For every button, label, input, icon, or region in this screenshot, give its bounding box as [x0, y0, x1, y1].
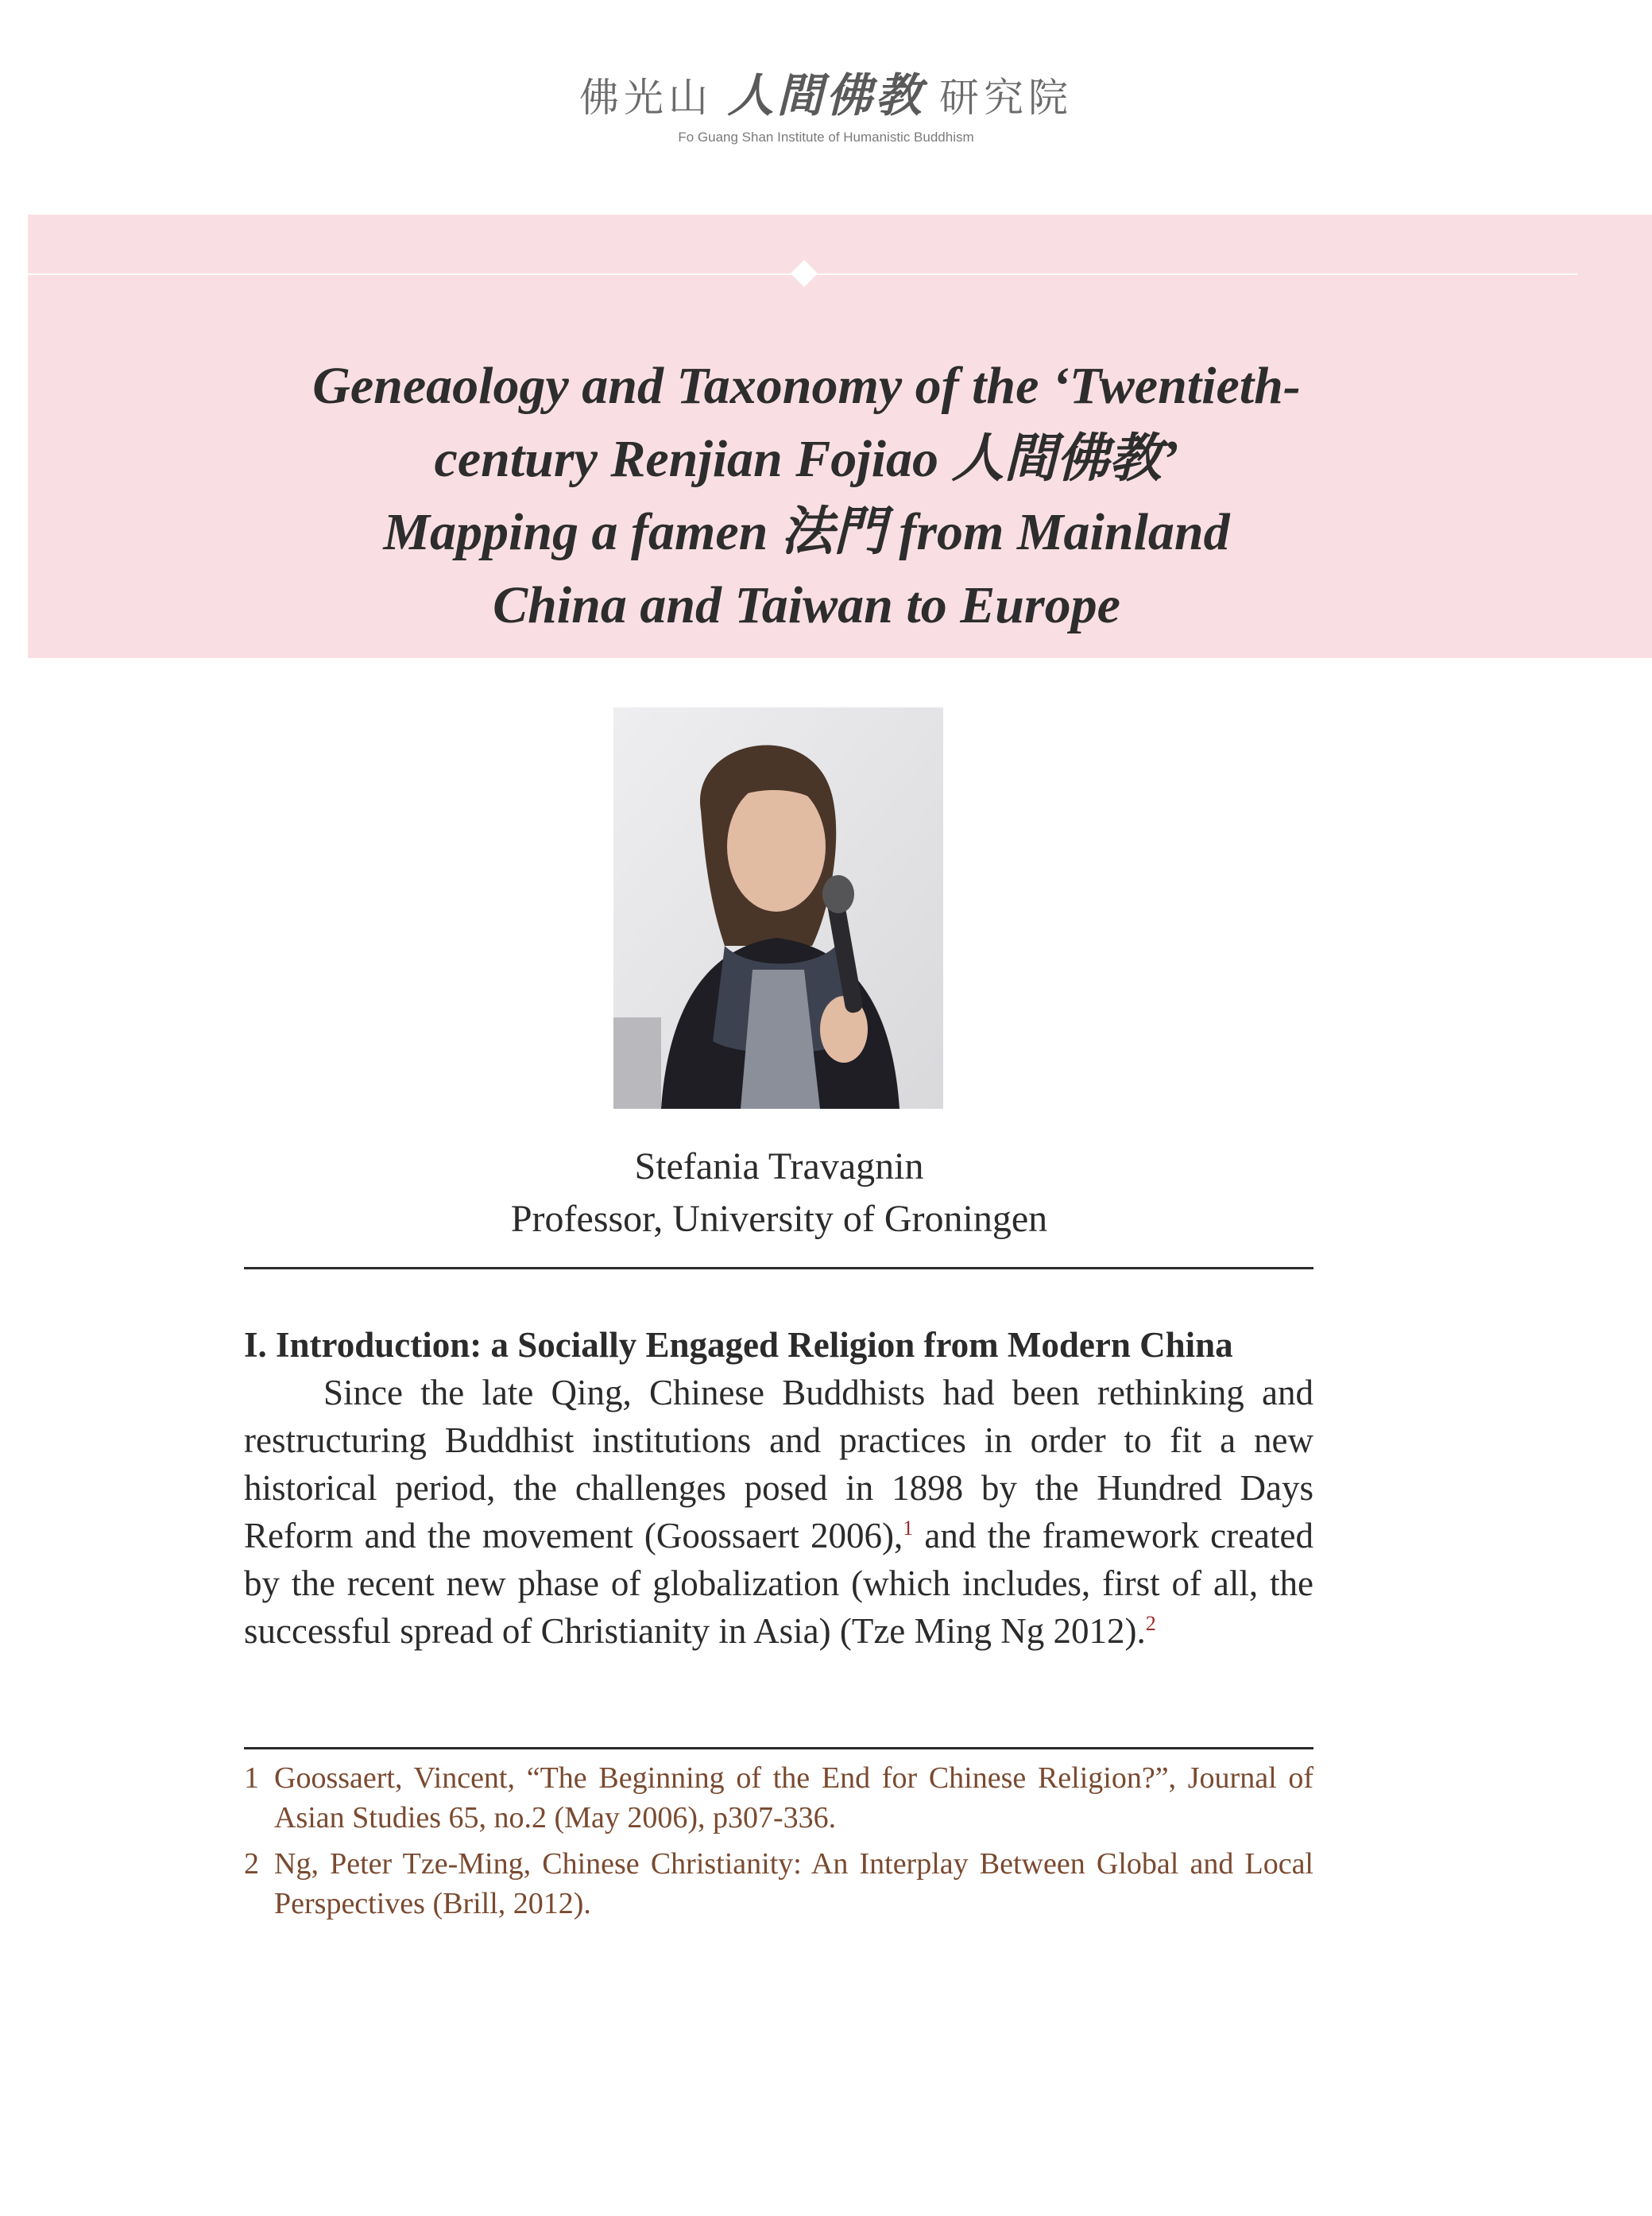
institute-logo	[0, 68, 1652, 145]
footnote-2	[244, 1844, 1313, 1924]
footnote-1	[244, 1758, 1313, 1838]
author-portrait-image	[613, 707, 943, 1109]
title-line-1: Geneaology and Taxonomy of the ‘Twentieth-	[312, 357, 1301, 415]
author-block	[0, 1141, 1558, 1246]
footnote-ref-1[interactable]: 1	[903, 1517, 914, 1540]
section-heading: I. Introduction: a Socially Engaged Religion from Modern China	[244, 1325, 1233, 1365]
title-band	[28, 215, 1652, 658]
footnote-ref-2[interactable]: 2	[1145, 1612, 1156, 1635]
article-title	[28, 350, 1585, 642]
footnote-divider	[244, 1747, 1313, 1749]
logo-suffix: 研究院	[939, 76, 1073, 120]
footnote-number: 2	[244, 1847, 259, 1881]
paragraph-part-2: and the framework created by the recent new phase of globalization (which includes, first of all, the successful spread of Christianity in Asia) (Tze Ming Ng 2012).	[244, 1516, 1313, 1651]
section-divider	[244, 1267, 1313, 1269]
title-line-4: China and Taiwan to Europe	[493, 576, 1120, 634]
author-photo	[613, 707, 943, 1109]
diamond-ornament-icon	[791, 260, 818, 287]
logo-brush-text: 人間佛教	[727, 68, 925, 122]
title-line-2: century Renjian Fojiao 人間佛教’	[434, 430, 1179, 488]
footnote-text: Ng, Peter Tze-Ming, Chinese Christianity: An Interplay Between Global and Local Perspectives (Brill, 2012).	[274, 1847, 1313, 1920]
logo-prefix: 佛光山	[578, 76, 713, 120]
author-name: Stefania Travagnin	[634, 1145, 924, 1187]
logo-subtitle: Fo Guang Shan Institute of Humanistic Buddhism	[678, 130, 974, 145]
title-line-3: Mapping a famen 法門 from Mainland	[383, 503, 1230, 561]
footnote-text: Goossaert, Vincent, “The Beginning of the End for Chinese Religion?”, Journal of Asian Studies 65, no.2 (May 2006), p307-336.	[274, 1761, 1313, 1834]
footnote-number: 1	[244, 1761, 259, 1795]
footnotes	[244, 1758, 1313, 1930]
body-text	[244, 1369, 1313, 1655]
logo-chinese	[0, 68, 1652, 122]
author-affiliation: Professor, University of Groningen	[510, 1198, 1048, 1240]
paragraph-part-1: Since the late Qing, Chinese Buddhists had been rethinking and restructuring Buddhist institutions and practices in order to fit a new historical period, the challenges posed in 1898 by the Hundred Days Reform and the movement (Goossaert 2006),	[244, 1373, 1313, 1555]
intro-paragraph	[244, 1369, 1313, 1655]
